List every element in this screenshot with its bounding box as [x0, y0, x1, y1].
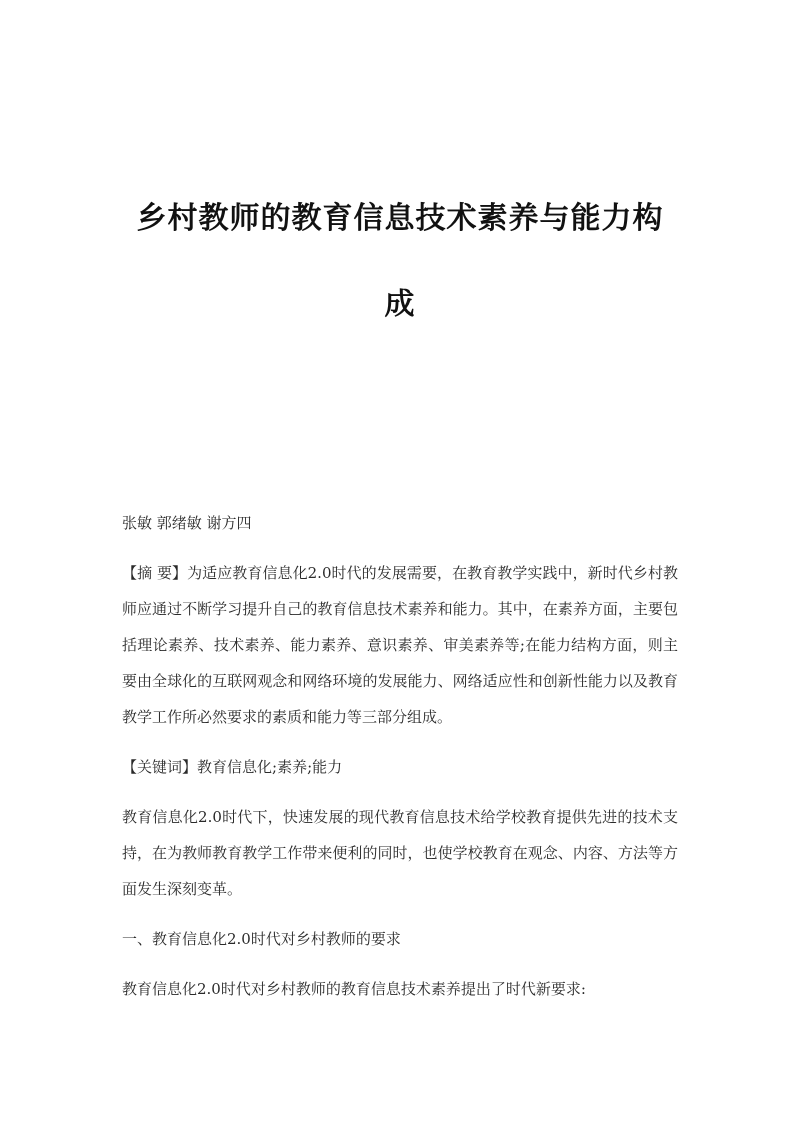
- authors-line: 张敏 郭绪敏 谢方四: [122, 514, 252, 532]
- abstract-text: 为适应教育信息化2.0时代的发展需要，在教育教学实践中，新时代乡村教师应通过不断学习提升自己的教育信息技术素养和能力。其中，在素养方面，主要包括理论素养、技术素养、能力素养、意识素养、审美素养等;在能力结构方面，则主要由全球化的互联网观念和网络环境的发展能力、网络适应性和创新性能力以及教育教学工作所必然要求的素质和能力等三部分组成。: [122, 564, 678, 726]
- document-title-line-2: 成: [384, 287, 416, 322]
- document-body: [122, 505, 678, 1021]
- abstract-label: 【摘 要】: [122, 564, 188, 582]
- section-1-heading: 一、教育信息化2.0时代对乡村教师的要求: [122, 930, 401, 948]
- keywords-paragraph: [122, 749, 678, 785]
- abstract-paragraph: [122, 555, 678, 735]
- keywords-text: 教育信息化;素养;能力: [197, 758, 343, 776]
- section-1-paragraph: 教育信息化2.0时代对乡村教师的教育信息技术素养提出了时代新要求:: [122, 980, 586, 998]
- keywords-label: 【关键词】: [122, 758, 198, 776]
- intro-paragraph: 教育信息化2.0时代下，快速发展的现代教育信息技术给学校教育提供先进的技术支持，在为教师教育教学工作带来便利的同时，也使学校教育在观念、内容、方法等方面发生深刻变革。: [122, 808, 678, 898]
- document-title-line-1: 乡村教师的教育信息技术素养与能力构: [136, 201, 664, 236]
